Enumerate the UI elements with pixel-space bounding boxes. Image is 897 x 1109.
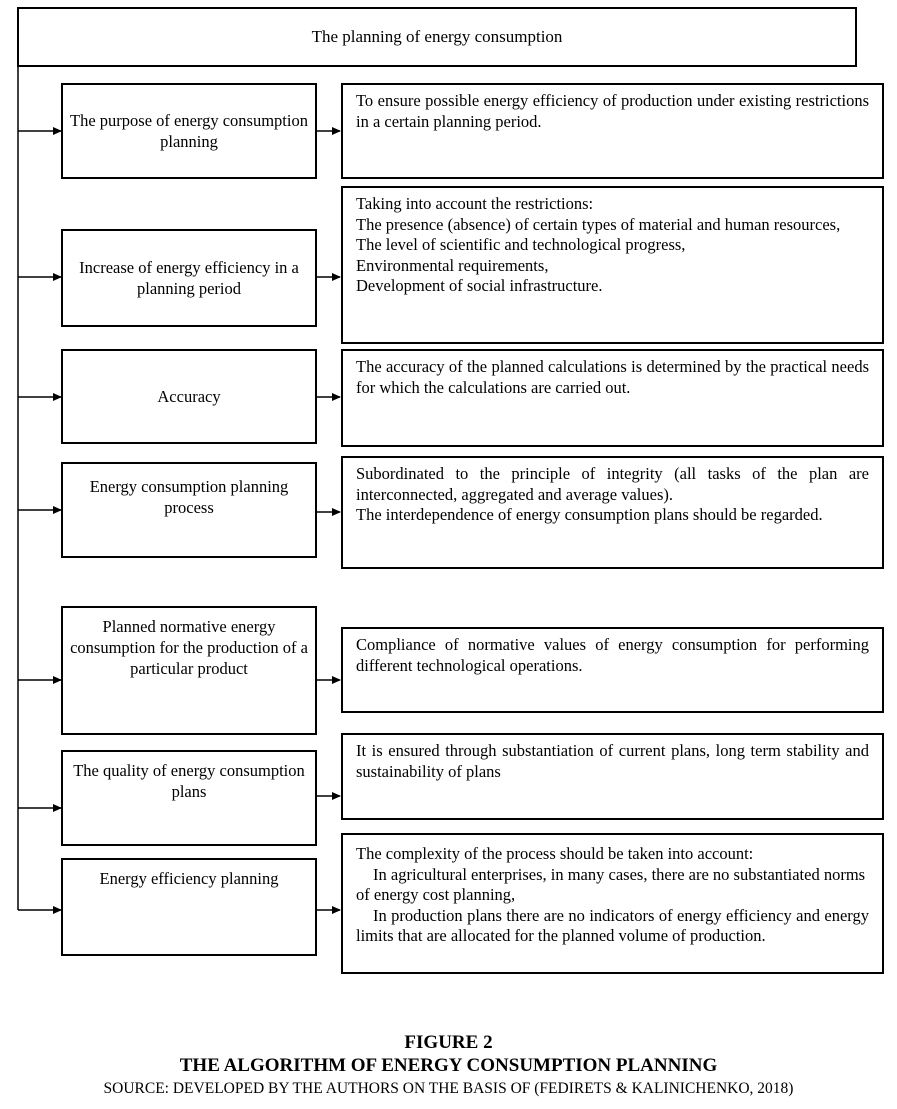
row-label-1: The purpose of energy consumption planning bbox=[70, 111, 308, 151]
row-desc-box-1 bbox=[341, 83, 884, 179]
row-label-7: Energy efficiency planning bbox=[99, 869, 279, 888]
row-desc-box-7 bbox=[341, 833, 884, 974]
row-label-box-6 bbox=[61, 750, 317, 846]
row-desc-2-line-4: Environmental requirements, bbox=[356, 255, 549, 275]
row-desc-2-line-1: Taking into account the restrictions: bbox=[356, 194, 594, 213]
row-desc-box-3 bbox=[341, 349, 884, 447]
figure-source: SOURCE: DEVELOPED BY THE AUTHORS ON THE BASIS OF (FEDIRETS & KALINICHENKO, 2018) bbox=[103, 1080, 794, 1097]
row-label-3: Accuracy bbox=[157, 387, 221, 406]
row-label-box-7 bbox=[61, 858, 317, 956]
row-label-box-1 bbox=[61, 83, 317, 179]
row-label-box-3 bbox=[61, 349, 317, 444]
row-desc-2-line-5: Development of social infrastructure. bbox=[356, 276, 603, 295]
row-desc-box-4 bbox=[341, 456, 884, 569]
row-desc-6-line-1: It is ensured through substantiation of current plans, long term stability and sustainability of plans bbox=[356, 741, 869, 781]
diagram-title-box bbox=[17, 7, 857, 67]
row-desc-4-line-1: Subordinated to the principle of integrity (all tasks of the plan are interconnected, aggregated and average values). bbox=[356, 464, 869, 504]
row-desc-5-line-1: Compliance of normative values of energy consumption for performing different technological operations. bbox=[356, 635, 869, 675]
row-label-2: Increase of energy efficiency in a planning period bbox=[79, 258, 299, 298]
row-label-5: Planned normative energy consumption for the production of a particular product bbox=[70, 617, 308, 678]
row-label-box-4 bbox=[61, 462, 317, 558]
row-label-6: The quality of energy consumption plans bbox=[73, 761, 305, 801]
row-desc-2-line-2: The presence (absence) of certain types of material and human resources, bbox=[356, 214, 841, 234]
row-desc-2-line-3: The level of scientific and technological progress, bbox=[356, 235, 686, 254]
figure-number: FIGURE 2 bbox=[404, 1032, 493, 1053]
figure-title: THE ALGORITHM OF ENERGY CONSUMPTION PLANNING bbox=[179, 1055, 718, 1076]
row-desc-1-line-1: To ensure possible energy efficiency of production under existing restrictions in a certain planning period. bbox=[356, 91, 869, 131]
row-desc-box-2 bbox=[341, 186, 884, 344]
row-label-box-5 bbox=[61, 606, 317, 735]
row-desc-7-line-1: The complexity of the process should be taken into account: bbox=[356, 844, 754, 863]
row-desc-4-line-2: The interdependence of energy consumption plans should be regarded. bbox=[356, 505, 823, 524]
row-desc-3-line-1: The accuracy of the planned calculations is determined by the practical needs for which the calculations are carried out. bbox=[356, 357, 869, 397]
row-label-4: Energy consumption planning process bbox=[89, 477, 289, 517]
row-desc-7-line-3: In production plans there are no indicators of energy efficiency and energy limits that are allocated for the planned volume of production. bbox=[356, 905, 869, 945]
row-desc-box-6 bbox=[341, 733, 884, 820]
diagram-title: The planning of energy consumption bbox=[311, 27, 563, 46]
row-label-box-2 bbox=[61, 229, 317, 327]
trunk-arrows bbox=[18, 131, 61, 910]
row-arrows bbox=[316, 131, 340, 910]
row-desc-7-line-2: In agricultural enterprises, in many cases, there are no substantiated norms of energy cost planning, bbox=[356, 864, 866, 904]
row-desc-box-5 bbox=[341, 627, 884, 713]
